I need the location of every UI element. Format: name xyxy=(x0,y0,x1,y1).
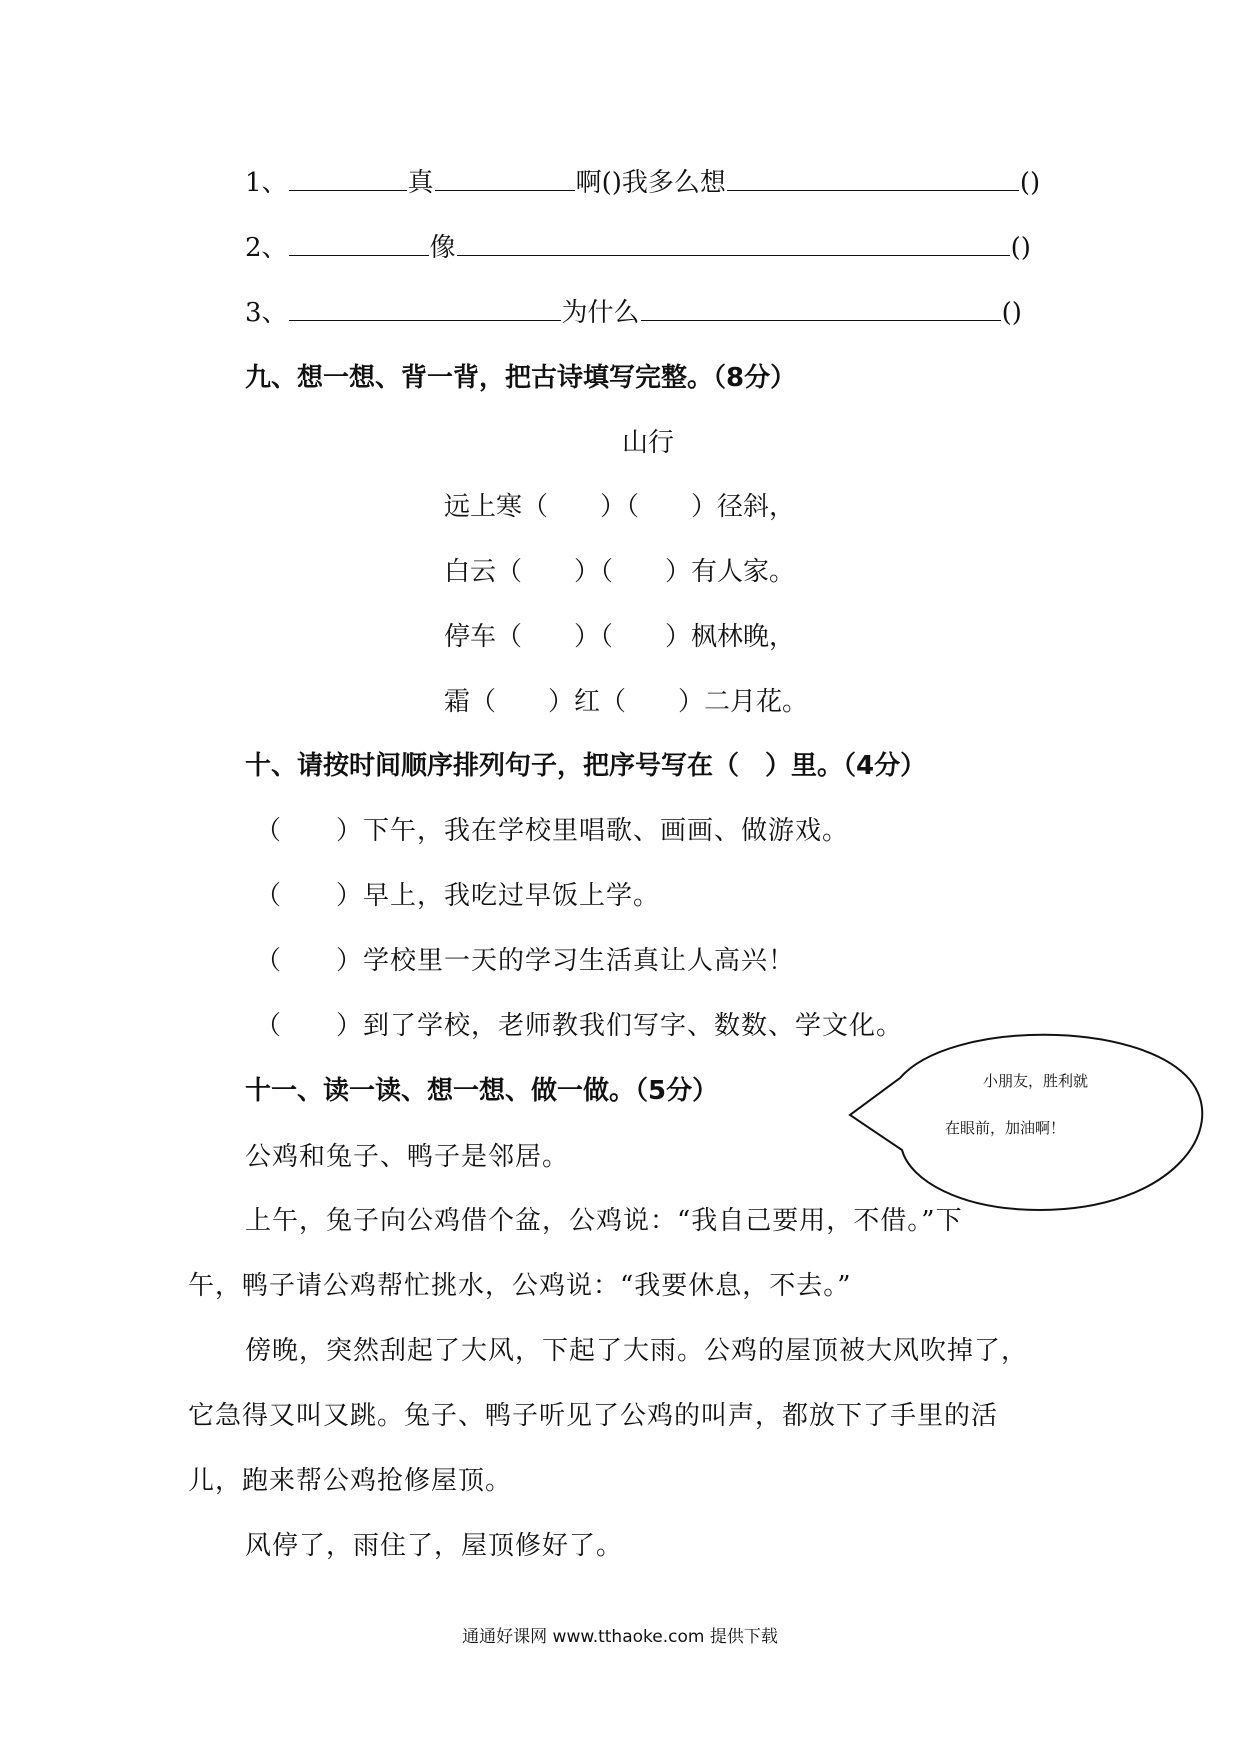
page-footer: 通通好课网 www.tthaoke.com 提供下载 xyxy=(462,1627,778,1647)
story-paragraph-4: 风停了，雨住了，屋顶修好了。 xyxy=(245,1531,624,1561)
blank-line[interactable] xyxy=(641,296,1001,321)
item-number: 2、 xyxy=(245,233,288,263)
punctuation-parens: () xyxy=(601,168,622,198)
poem-line-1: 远上寒（ ）（ ）径斜， xyxy=(444,492,796,522)
section9-heading: 九、想一想、背一背，把古诗填写完整。（8分） xyxy=(245,363,797,393)
section10-heading: 十、请按时间顺序排列句子，把序号写在（ ）里。（4分） xyxy=(245,751,927,781)
story-paragraph-3: 傍晚，突然刮起了大风，下起了大雨。公鸡的屋顶被大风吹掉了， xyxy=(245,1336,1029,1366)
bubble-text-line-2: 在眼前，加油啊！ xyxy=(945,1119,1066,1137)
story-paragraph-2-cont: 午，鸭子请公鸡帮忙挑水，公鸡说：“我要休息，不去。” xyxy=(188,1271,852,1301)
sentence-text: 像 xyxy=(429,233,456,263)
story-paragraph-2: 上午，兔子向公鸡借个盆，公鸡说：“我自己要用，不借。”下 xyxy=(245,1206,963,1236)
fill-sentence-1 xyxy=(245,166,1040,200)
poem-line-4: 霜（ ）红（ ）二月花。 xyxy=(444,687,809,717)
order-item-1: （ ）下午，我在学校里唱歌、画画、做游戏。 xyxy=(255,816,850,846)
sentence-text: 为什么 xyxy=(561,298,640,328)
story-paragraph-3-cont: 它急得又叫又跳。兔子、鸭子听见了公鸡的叫声，都放下了手里的活 xyxy=(188,1401,999,1431)
poem-line-2: 白云（ ）（ ）有人家。 xyxy=(444,557,796,587)
sentence-text: 我多么想 xyxy=(621,168,726,198)
punctuation-parens: () xyxy=(1001,298,1022,328)
blank-line[interactable] xyxy=(727,166,1019,191)
punctuation-parens: () xyxy=(1010,233,1031,263)
blank-line[interactable] xyxy=(457,231,1010,256)
bubble-text-line-1: 小朋友，胜利就 xyxy=(983,1072,1089,1090)
order-item-2: （ ）早上，我吃过早饭上学。 xyxy=(255,881,661,911)
order-item-4: （ ）到了学校，老师教我们写字、数数、学文化。 xyxy=(255,1011,904,1041)
blank-line[interactable] xyxy=(289,296,561,321)
section11-heading: 十一、读一读、想一想、做一做。（5分） xyxy=(245,1076,719,1106)
fill-sentence-2 xyxy=(245,231,1031,265)
item-number: 3、 xyxy=(245,298,288,328)
poem-title: 山行 xyxy=(622,428,675,458)
blank-line[interactable] xyxy=(435,166,575,191)
poem-line-3: 停车（ ）（ ）枫林晚， xyxy=(444,622,796,652)
order-item-3: （ ）学校里一天的学习生活真让人高兴！ xyxy=(255,946,796,976)
story-paragraph-3-end: 儿，跑来帮公鸡抢修屋顶。 xyxy=(188,1466,513,1496)
fill-sentence-3 xyxy=(245,296,1022,330)
sentence-text: 真 xyxy=(407,168,434,198)
blank-line[interactable] xyxy=(289,166,407,191)
punctuation-parens: () xyxy=(1019,168,1041,198)
blank-line[interactable] xyxy=(289,231,429,256)
sentence-text: 啊 xyxy=(575,168,602,198)
item-number: 1、 xyxy=(245,168,288,198)
story-paragraph-1: 公鸡和兔子、鸭子是邻居。 xyxy=(245,1142,570,1172)
